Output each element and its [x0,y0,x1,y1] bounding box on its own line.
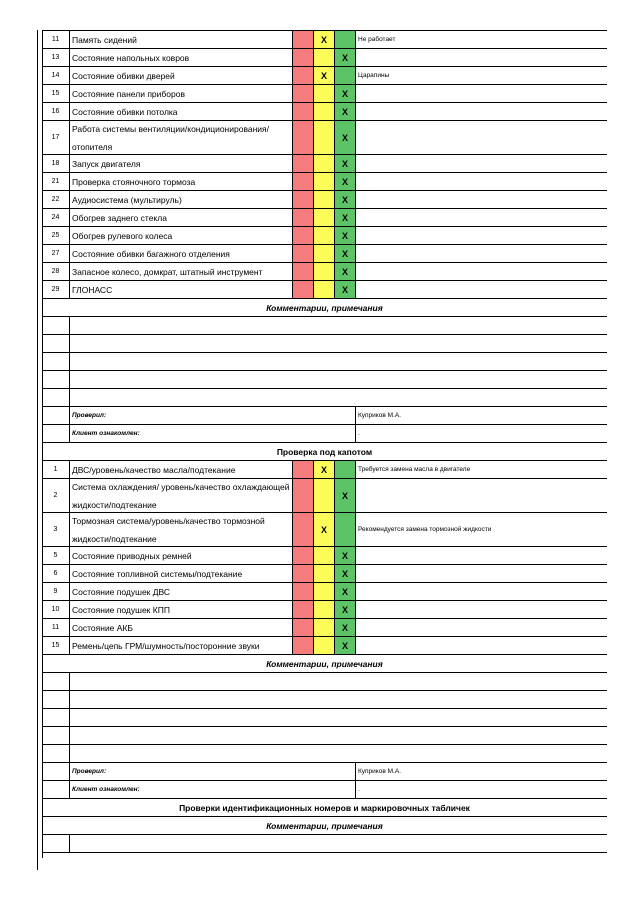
check-mark: X [341,176,348,187]
item-number: 6 [42,565,70,582]
item-name: Состояние напольных ковров [70,49,293,66]
comment-field[interactable] [70,673,607,690]
status-red-cell[interactable] [293,479,314,512]
check-mark: X [341,212,348,223]
status-red-cell[interactable] [293,281,314,298]
item-name: Аудиосистема (мультируль) [70,191,293,208]
check-mark: X [320,464,327,475]
client-acknowledged-label: Клиент ознакомлен: [70,425,356,442]
item-name: Состояние топливной системы/подтекание [70,565,293,582]
item-name: Состояние обивки дверей [70,67,293,84]
item-number: 2 [42,479,70,512]
section-title-row [42,442,607,460]
checked-by-value[interactable]: Куприков М.А. [358,412,401,419]
check-mark: X [341,132,348,143]
status-green-cell[interactable] [335,245,356,262]
comments-heading-row [42,298,607,316]
check-mark: X [341,586,348,597]
section-title-row [42,798,607,816]
item-name: ГЛОНАСС [70,281,293,298]
client-row [42,780,607,798]
comment-line [42,388,607,406]
client-acknowledged-value[interactable]: . [358,786,360,793]
status-yellow-cell[interactable] [314,637,335,654]
status-yellow-cell[interactable] [314,583,335,600]
item-note[interactable]: Не работает [358,36,396,43]
status-yellow-cell[interactable] [314,121,335,154]
item-note[interactable] [356,263,607,280]
checklist-row [42,226,607,244]
item-name: Запуск двигателя [70,155,293,172]
comments-heading-row [42,654,607,672]
status-green-cell[interactable] [335,103,356,120]
status-yellow-cell[interactable] [314,513,335,546]
item-number: 22 [42,191,70,208]
check-mark: X [341,106,348,117]
status-red-cell[interactable] [293,191,314,208]
comment-line [42,334,607,352]
status-yellow-cell[interactable] [314,281,335,298]
comment-field[interactable] [70,317,607,334]
comment-line [42,834,607,852]
status-red-cell[interactable] [293,209,314,226]
checklist-row [42,512,607,546]
item-number: 13 [42,49,70,66]
item-number: 11 [42,619,70,636]
check-mark: X [341,640,348,651]
item-number: 29 [42,281,70,298]
signature-number [42,763,70,780]
comment-field[interactable] [70,691,607,708]
item-note[interactable] [356,155,607,172]
check-mark: X [341,52,348,63]
comment-line-number [42,353,70,370]
checked-by-row [42,762,607,780]
status-green-cell[interactable] [335,461,356,478]
comment-line-number [42,709,70,726]
status-green-cell[interactable] [335,31,356,48]
comment-line-number [42,835,70,852]
comment-line [42,352,607,370]
status-yellow-cell[interactable] [314,85,335,102]
status-yellow-cell[interactable] [314,227,335,244]
checklist-row [42,478,607,512]
comment-line-number [42,335,70,352]
checklist-row [42,102,607,120]
comments-heading: Комментарии, примечания [266,820,383,831]
status-red-cell[interactable] [293,31,314,48]
status-red-cell[interactable] [293,619,314,636]
checklist-row [42,84,607,102]
item-name: Состояние приводных ремней [70,547,293,564]
check-mark: X [341,490,348,501]
status-green-cell[interactable] [335,121,356,154]
comment-line [42,690,607,708]
checked-by-label: Проверил: [70,763,356,780]
status-yellow-cell[interactable] [314,173,335,190]
item-note[interactable] [356,191,607,208]
status-red-cell[interactable] [293,121,314,154]
checklist-row [42,244,607,262]
status-red-cell[interactable] [293,85,314,102]
checked-by-value[interactable]: Куприков М.А. [358,768,401,775]
signature-number [42,407,70,424]
item-number: 27 [42,245,70,262]
status-yellow-cell[interactable] [314,31,335,48]
item-number: 3 [42,513,70,546]
status-red-cell[interactable] [293,49,314,66]
status-yellow-cell[interactable] [314,245,335,262]
checklist-row [42,582,607,600]
comment-field[interactable] [70,371,607,388]
item-note[interactable] [356,479,607,512]
checklist-row [42,208,607,226]
check-mark: X [320,70,327,81]
item-number: 25 [42,227,70,244]
status-green-cell[interactable] [335,173,356,190]
check-mark: X [320,34,327,45]
comment-line [42,316,607,334]
item-note[interactable]: Рекомендуется замена тормозной жидкости [358,526,492,533]
signature-number [42,781,70,798]
table-bottom-border [42,852,607,853]
item-number: 21 [42,173,70,190]
item-number: 9 [42,583,70,600]
item-note[interactable] [356,85,607,102]
status-yellow-cell[interactable] [314,191,335,208]
status-red-cell[interactable] [293,103,314,120]
item-note[interactable] [356,227,607,244]
status-red-cell[interactable] [293,513,314,546]
status-yellow-cell[interactable] [314,263,335,280]
checklist-row [42,48,607,66]
check-mark: X [341,568,348,579]
status-green-cell[interactable] [335,583,356,600]
status-green-cell[interactable] [335,479,356,512]
status-green-cell[interactable] [335,263,356,280]
status-red-cell[interactable] [293,245,314,262]
item-note[interactable]: Царапины [358,72,390,79]
comments-heading: Комментарии, примечания [266,302,383,313]
item-number: 11 [42,31,70,48]
checklist-row [42,636,607,654]
item-name: Состояние АКБ [70,619,293,636]
status-red-cell[interactable] [293,173,314,190]
item-number: 18 [42,155,70,172]
comments-heading-row [42,816,607,834]
item-name: Обогрев рулевого колеса [70,227,293,244]
item-number: 15 [42,637,70,654]
item-note[interactable] [356,245,607,262]
comment-line-number [42,389,70,406]
status-yellow-cell[interactable] [314,619,335,636]
check-mark: X [341,622,348,633]
item-name: Состояние обивки багажного отделения [70,245,293,262]
status-yellow-cell[interactable] [314,103,335,120]
checklist-row [42,618,607,636]
item-note[interactable] [356,601,607,618]
item-number: 16 [42,103,70,120]
status-yellow-cell[interactable] [314,601,335,618]
item-name: Проверка стояночного тормоза [70,173,293,190]
status-red-cell[interactable] [293,601,314,618]
section-title: Проверка под капотом [276,446,373,457]
comment-line [42,672,607,690]
item-name: Система охлаждения/ уровень/качество охлаждающей жидкости/подтекание [70,479,293,512]
comments-heading: Комментарии, примечания [266,658,383,669]
status-yellow-cell[interactable] [314,155,335,172]
item-name: ДВС/уровень/качество масла/подтекание [70,461,293,478]
checklist-row [42,564,607,582]
status-green-cell[interactable] [335,49,356,66]
section-title: Проверки идентификационных номеров и маркировочных табличек [179,802,470,813]
status-green-cell[interactable] [335,191,356,208]
status-green-cell[interactable] [335,619,356,636]
item-note[interactable] [356,281,607,298]
item-note[interactable] [356,583,607,600]
status-green-cell[interactable] [335,601,356,618]
item-name: Тормозная система/уровень/качество тормозной жидкости/подтекание [70,513,293,546]
comment-field[interactable] [70,335,607,352]
status-red-cell[interactable] [293,227,314,244]
item-number: 10 [42,601,70,618]
signature-number [42,425,70,442]
item-note[interactable] [356,547,607,564]
item-note[interactable]: Требуется замена масла в двигателе [358,466,471,473]
item-name: Обогрев заднего стекла [70,209,293,226]
item-note[interactable] [356,49,607,66]
check-mark: X [341,248,348,259]
client-row [42,424,607,442]
status-yellow-cell[interactable] [314,565,335,582]
status-red-cell[interactable] [293,637,314,654]
checklist-row [42,66,607,84]
status-red-cell[interactable] [293,155,314,172]
item-number: 5 [42,547,70,564]
item-name: Состояние обивки потолка [70,103,293,120]
item-note[interactable] [356,209,607,226]
comment-field[interactable] [70,835,607,852]
check-mark: X [320,524,327,535]
item-name: Состояние подушек КПП [70,601,293,618]
comment-field[interactable] [70,709,607,726]
status-red-cell[interactable] [293,583,314,600]
comment-line-number [42,691,70,708]
checklist-row [42,190,607,208]
status-green-cell[interactable] [335,637,356,654]
comment-line-number [42,745,70,762]
status-yellow-cell[interactable] [314,49,335,66]
status-yellow-cell[interactable] [314,461,335,478]
status-red-cell[interactable] [293,67,314,84]
item-number: 14 [42,67,70,84]
item-name: Работа системы вентиляции/кондиционирования/ отопителя [70,121,293,154]
comment-line [42,744,607,762]
item-note[interactable] [356,565,607,582]
check-mark: X [341,194,348,205]
checklist-row [42,600,607,618]
checked-by-label: Проверил: [70,407,356,424]
status-green-cell[interactable] [335,85,356,102]
item-number: 17 [42,121,70,154]
status-yellow-cell[interactable] [314,209,335,226]
comment-line [42,370,607,388]
item-note[interactable] [356,103,607,120]
checklist-row [42,154,607,172]
status-red-cell[interactable] [293,461,314,478]
item-note[interactable] [356,173,607,190]
item-number: 24 [42,209,70,226]
comment-line-number [42,317,70,334]
comment-field[interactable] [70,727,607,744]
item-note[interactable] [356,121,607,154]
item-number: 15 [42,85,70,102]
status-green-cell[interactable] [335,547,356,564]
status-yellow-cell[interactable] [314,547,335,564]
item-name: Запасное колесо, домкрат, штатный инструмент [70,263,293,280]
comment-line [42,708,607,726]
status-red-cell[interactable] [293,565,314,582]
checklist-row [42,172,607,190]
status-green-cell[interactable] [335,227,356,244]
item-number: 28 [42,263,70,280]
status-red-cell[interactable] [293,263,314,280]
status-green-cell[interactable] [335,67,356,84]
check-mark: X [341,604,348,615]
item-name: Ремень/цепь ГРМ/шумность/посторонние звуки [70,637,293,654]
checked-by-row [42,406,607,424]
comment-line-number [42,727,70,744]
status-yellow-cell[interactable] [314,67,335,84]
check-mark: X [341,230,348,241]
check-mark: X [341,266,348,277]
comment-line [42,726,607,744]
item-number: 1 [42,461,70,478]
item-note[interactable] [356,637,607,654]
status-red-cell[interactable] [293,547,314,564]
item-name: Состояние панели приборов [70,85,293,102]
checklist-row [42,262,607,280]
checklist-row [42,546,607,564]
client-acknowledged-value[interactable]: . [358,430,360,437]
check-mark: X [341,284,348,295]
comment-line-number [42,371,70,388]
check-mark: X [341,550,348,561]
status-green-cell[interactable] [335,513,356,546]
status-yellow-cell[interactable] [314,479,335,512]
status-green-cell[interactable] [335,155,356,172]
comment-field[interactable] [70,389,607,406]
status-green-cell[interactable] [335,281,356,298]
comment-line-number [42,673,70,690]
status-green-cell[interactable] [335,209,356,226]
comment-field[interactable] [70,353,607,370]
item-name: Память сидений [70,31,293,48]
page-left-border [37,30,38,870]
check-mark: X [341,158,348,169]
check-mark: X [341,88,348,99]
client-acknowledged-label: Клиент ознакомлен: [70,781,356,798]
checklist-row [42,30,607,48]
comment-field[interactable] [70,745,607,762]
checklist-row [42,460,607,478]
status-green-cell[interactable] [335,565,356,582]
checklist-row [42,280,607,298]
item-name: Состояние подушек ДВС [70,583,293,600]
item-note[interactable] [356,619,607,636]
checklist-row [42,120,607,154]
